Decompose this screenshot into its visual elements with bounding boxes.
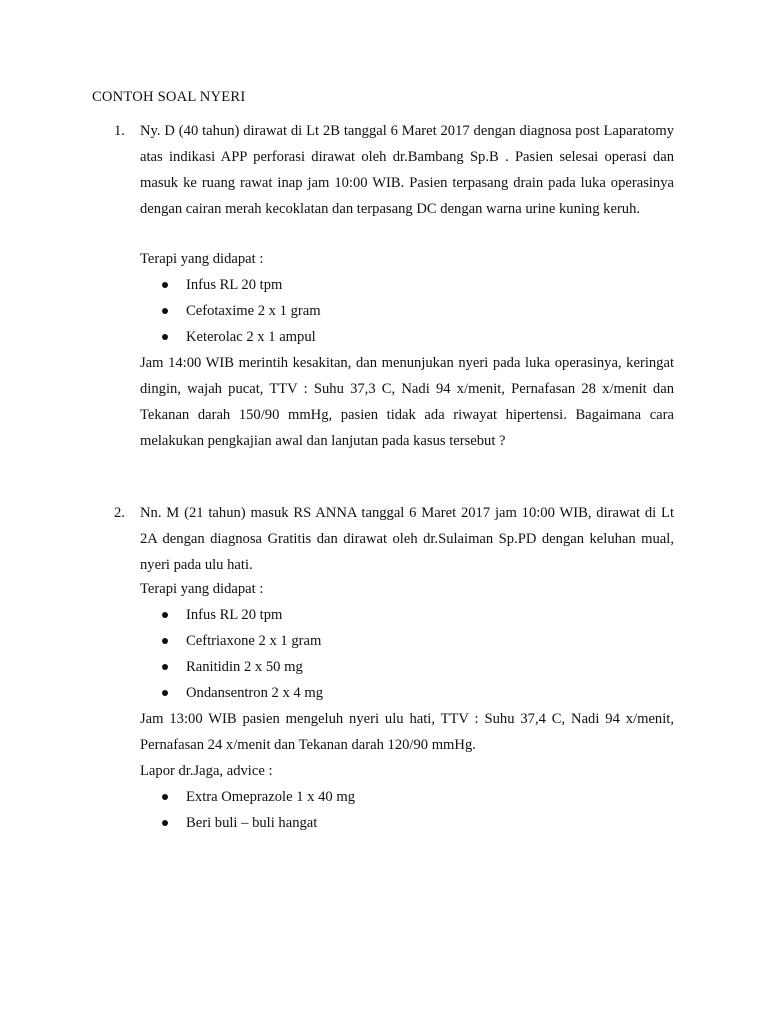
list-item xyxy=(140,784,680,810)
therapy-item-label: Keterolac 2 x 1 ampul xyxy=(186,329,316,345)
bullet-icon xyxy=(162,334,168,340)
therapy-item-label: Ceftriaxone 2 x 1 gram xyxy=(186,633,322,649)
question-2-number: 2. xyxy=(114,505,125,521)
list-item xyxy=(140,628,680,654)
question-2-therapy-list xyxy=(140,602,680,706)
advice-item-label: Beri buli – buli hangat xyxy=(186,815,318,831)
bullet-icon xyxy=(162,690,168,696)
therapy-item-label: Ranitidin 2 x 50 mg xyxy=(186,659,303,675)
list-item xyxy=(140,654,680,680)
bullet-icon xyxy=(162,282,168,288)
bullet-icon xyxy=(162,638,168,644)
question-1-intro: Ny. D (40 tahun) dirawat di Lt 2B tanggal 6 Maret 2017 dengan diagnosa post Laparatomy atas indikasi APP perforasi dirawat oleh dr.Bambang Sp.B . Pasien selesai operasi dan masuk ke ruang rawat inap jam 10:00 WIB. Pasien terpasang drain pada luka operasinya dengan cairan merah kecoklatan dan terpasang DC dengan warna urine kuning keruh. xyxy=(140,123,674,217)
bullet-icon xyxy=(162,612,168,618)
list-item xyxy=(140,680,680,706)
document-title: CONTOH SOAL NYERI xyxy=(92,89,246,105)
therapy-item-label: Infus RL 20 tpm xyxy=(186,607,283,623)
therapy-item-label: Ondansentron 2 x 4 mg xyxy=(186,685,324,701)
therapy-item-label: Cefotaxime 2 x 1 gram xyxy=(186,303,321,319)
advice-item-label: Extra Omeprazole 1 x 40 mg xyxy=(186,789,355,805)
list-item xyxy=(140,298,680,324)
bullet-icon xyxy=(162,794,168,800)
question-1-narrative: Jam 14:00 WIB merintih kesakitan, dan menunjukan nyeri pada luka operasinya, keringat dingin, wajah pucat, TTV : Suhu 37,3 C, Nadi 94 x/menit, Pernafasan 28 x/menit dan Tekanan darah 150/90 mmHg, pasien tidak ada riwayat hipertensi. Bagaimana cara melakukan pengkajian awal dan lanjutan pada kasus tersebut ? xyxy=(140,355,674,449)
list-item xyxy=(140,602,680,628)
question-1-therapy-list xyxy=(140,272,680,350)
question-2-advice-label: Lapor dr.Jaga, advice : xyxy=(140,763,273,779)
bullet-icon xyxy=(162,308,168,314)
bullet-icon xyxy=(162,664,168,670)
question-2-advice-list xyxy=(140,784,680,836)
question-1-therapy-label: Terapi yang didapat : xyxy=(140,251,264,267)
list-item xyxy=(140,272,680,298)
therapy-item-label: Infus RL 20 tpm xyxy=(186,277,283,293)
list-item xyxy=(140,324,680,350)
bullet-icon xyxy=(162,820,168,826)
list-item xyxy=(140,810,680,836)
question-1-number: 1. xyxy=(114,123,125,139)
question-2-narrative: Jam 13:00 WIB pasien mengeluh nyeri ulu hati, TTV : Suhu 37,4 C, Nadi 94 x/menit, Pernafasan 24 x/menit dan Tekanan darah 120/90 mmHg. xyxy=(140,711,674,753)
question-2-intro: Nn. M (21 tahun) masuk RS ANNA tanggal 6 Maret 2017 jam 10:00 WIB, dirawat di Lt 2A dengan diagnosa Gratitis dan dirawat oleh dr.Sulaiman Sp.PD dengan keluhan mual, nyeri pada ulu hati. xyxy=(140,505,674,573)
question-2-therapy-label: Terapi yang didapat : xyxy=(140,581,264,597)
